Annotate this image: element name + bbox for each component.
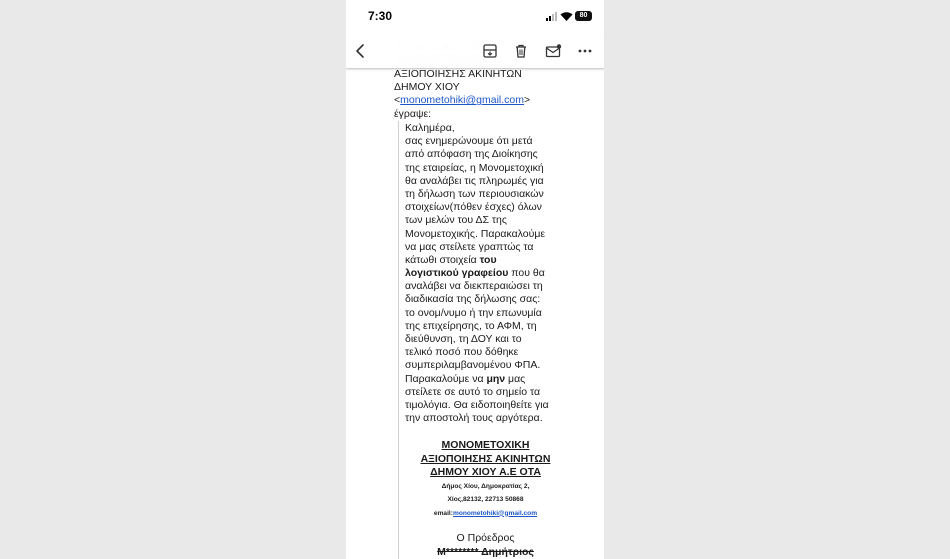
sender-email-line: <monometohiki@gmail.com>: [394, 94, 531, 107]
signature-title-line2: ΑΞΙΟΠΟΙΗΣΗΣ ΑΚΙΝΗΤΩΝ: [420, 452, 551, 465]
sender-name-line2: ΔΗΜΟΥ ΧΙΟΥ: [394, 81, 460, 94]
message-line: των μελών του ΔΣ της: [405, 214, 507, 227]
message-line: της επιχείρησης, το ΑΦΜ, τη: [405, 319, 537, 332]
signature-block: [398, 439, 573, 520]
signature-title-line3: ΔΗΜΟΥ ΧΙΟΥ Α.Ε ΟΤΑ: [430, 466, 541, 478]
message-line: στείλετε σε αυτό το σημείο τα: [405, 385, 541, 398]
message-line: τιμολόγια. Θα ειδοποιηθείτε για: [405, 398, 549, 411]
signature-address-line2: Χίος,82132, 22713 50868: [447, 496, 524, 503]
signal-icon: [546, 12, 558, 21]
message-line: λογιστικού γραφείου που θα: [405, 267, 545, 280]
president-block: [398, 532, 573, 559]
message-line: από απόφαση της Διοίκησης: [405, 148, 538, 161]
status-bar: [346, 0, 604, 34]
signature-email-line: email:monometohiki@gmail.com: [433, 509, 538, 517]
wifi-icon: [560, 11, 573, 21]
mail-toolbar: [346, 36, 604, 69]
mail-unread-icon[interactable]: [544, 42, 562, 60]
sender-name-line1: ΑΞΙΟΠΟΙΗΣΗΣ ΑΚΙΝΗΤΩΝ: [394, 68, 522, 80]
message-line: διαδικασία της δήλωσης σας:: [405, 293, 541, 306]
battery-icon: 80: [575, 11, 592, 21]
message-line: αναλάβει να διεκπεραιώσει τη: [405, 280, 543, 293]
president-name: Μ******** Δημήτριος: [437, 545, 534, 558]
phone-screen: [346, 0, 604, 559]
president-label: Ο Πρόεδρος: [456, 532, 515, 544]
signature-title-line1: ΜΟΝΟΜΕΤΟΧΙΚΗ: [441, 439, 530, 451]
message-line: θα αναλάβει τις πληρωμές για: [405, 174, 544, 187]
message-line: σας ενημερώνουμε ότι μετά: [405, 135, 533, 148]
message-line: Παρακαλούμε να μην μας: [405, 372, 526, 385]
signature-address-line1: Δήμος Χίου, Δημοκρατίας 2,: [441, 482, 530, 490]
message-line: στοιχείων(πόθεν έσχες) όλων: [405, 201, 542, 214]
message-line: Καλημέρα,: [405, 122, 455, 134]
signature-email-link[interactable]: monometohiki@gmail.com: [452, 509, 538, 517]
more-icon[interactable]: [576, 42, 594, 60]
message-line: τελικό ποσό που δόθηκε: [405, 346, 519, 359]
message-line: της εταιρείας, η Μονομετοχική: [405, 161, 544, 174]
message-line: κάτωθι στοιχεία του: [405, 253, 497, 266]
message-line: την αποστολή τους αργότερα.: [405, 412, 543, 425]
status-time: 7:30: [368, 9, 393, 23]
wrote-label: έγραψε:: [394, 107, 432, 120]
message-line: συμπεριλαμβανομένου ΦΠΑ.: [405, 359, 541, 372]
message-line: το ονομ/νυμο ή την επωνυμία: [405, 306, 542, 319]
trash-icon[interactable]: [512, 42, 530, 60]
message-line: να μας στείλετε γραπτώς τα: [405, 240, 534, 253]
message-line: διεύθυνση, τη ΔΟΥ και το: [405, 333, 522, 345]
chevron-left-icon[interactable]: [352, 42, 370, 60]
message-body: [405, 122, 585, 425]
message-line: τη δήλωση των περιουσιακών: [405, 187, 544, 200]
archive-icon[interactable]: [481, 42, 499, 60]
message-line: Μονομετοχικής. Παρακαλούμε: [405, 227, 546, 240]
quoted-header: [394, 68, 594, 121]
sender-email-link[interactable]: monometohiki@gmail.com: [400, 94, 525, 107]
